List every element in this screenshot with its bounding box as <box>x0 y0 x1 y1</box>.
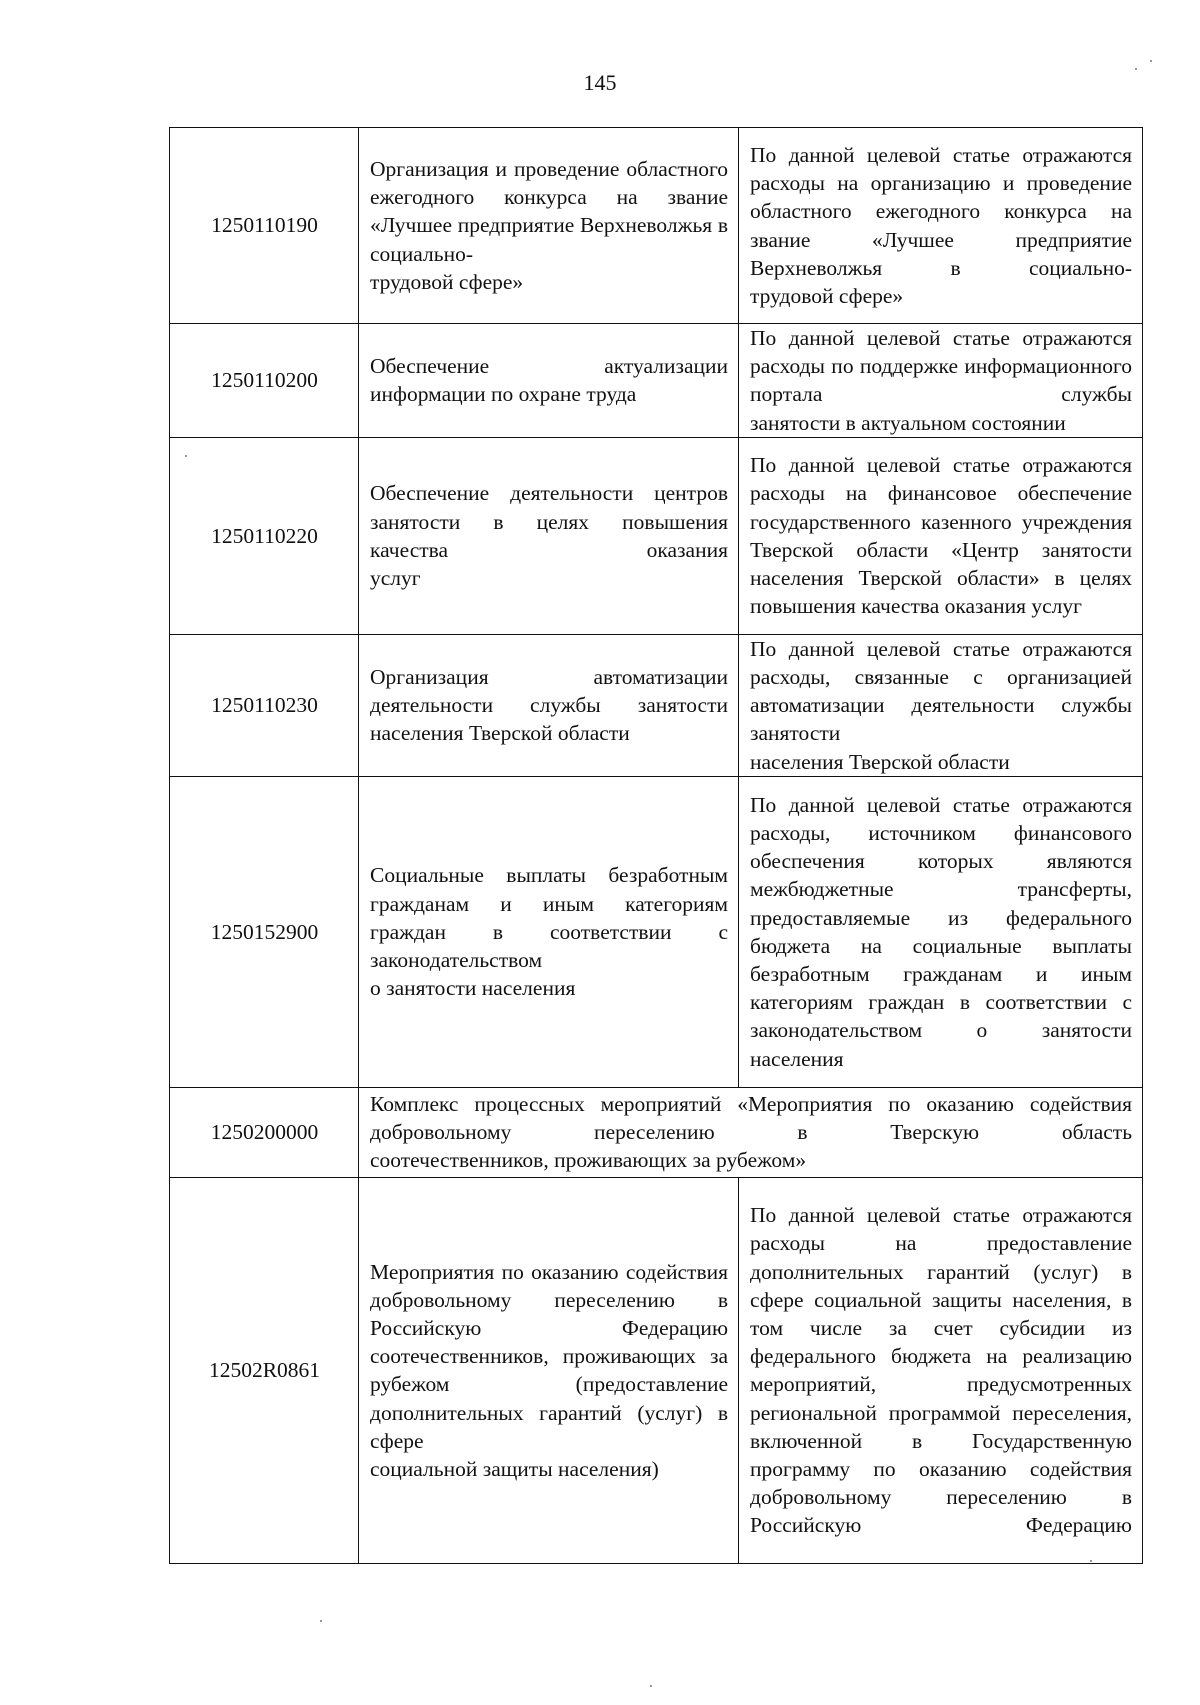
target-article-code: 1250110190 <box>170 128 359 324</box>
page-number: 145 <box>583 70 617 95</box>
process-complex-title: Комплекс процессных мероприятий «Мероприятия по оказанию содействия добровольному переселению в Тверскую область соотечественников, проживающих за рубежом» <box>359 1087 1143 1177</box>
target-article-description: По данной целевой статье отражаются расходы на организацию и проведение областного ежегодного конкурса на звание «Лучшее предприятие Верхневолжья в социально- трудовой сфере» <box>739 128 1143 324</box>
table-row <box>170 437 1143 634</box>
table-row <box>170 776 1143 1087</box>
table-row <box>170 128 1143 324</box>
table-row <box>170 1087 1143 1177</box>
table-row <box>170 1177 1143 1563</box>
target-article-description: По данной целевой статье отражаются расходы на предоставление дополнительных гарантий (услуг) в сфере социальной защиты населения, в том числе за счет субсидии из федерального бюджета на реализацию мероприятий, предусмотренных региональной программой переселения, включенной в Государственную программу по оказанию содействия добровольному переселению в Российскую Федерацию <box>739 1177 1143 1563</box>
target-article-name: Организация автоматизации деятельности службы занятости населения Тверской области <box>359 634 739 776</box>
target-article-code: 12502R0861 <box>170 1177 359 1563</box>
scan-speck <box>1150 60 1152 62</box>
target-article-code: 1250110230 <box>170 634 359 776</box>
scan-speck <box>650 1685 652 1687</box>
target-article-description: По данной целевой статье отражаются расходы, источником финансового обеспечения которых являются межбюджетные трансферты, предоставляемые из федерального бюджета на социальные выплаты безработным гражданам и иным категориям граждан в соответствии с законодательством о занятости населения <box>739 776 1143 1087</box>
scan-speck <box>1135 68 1137 70</box>
budget-classification-table <box>169 127 1143 1564</box>
target-article-name: Социальные выплаты безработным гражданам и иным категориям граждан в соответствии с законодательством о занятости населения <box>359 776 739 1087</box>
target-article-name: Обеспечение актуализации информации по охране труда <box>359 324 739 438</box>
target-article-name: Обеспечение деятельности центров занятости в целях повышения качества оказания услуг <box>359 437 739 634</box>
target-article-code: 1250152900 <box>170 776 359 1087</box>
target-article-description: По данной целевой статье отражаются расходы на финансовое обеспечение государственного казенного учреждения Тверской области «Центр занятости населения Тверской области» в целях повышения качества оказания услуг <box>739 437 1143 634</box>
target-article-code: 1250110200 <box>170 324 359 438</box>
target-article-description: По данной целевой статье отражаются расходы по поддержке информационного портала службы занятости в актуальном состоянии <box>739 324 1143 438</box>
target-article-code: 1250200000 <box>170 1087 359 1177</box>
target-article-name: Мероприятия по оказанию содействия добровольному переселению в Российскую Федерацию соотечественников, проживающих за рубежом (предоставление дополнительных гарантий (услуг) в сфере социальной защиты населения) <box>359 1177 739 1563</box>
scan-speck <box>185 455 187 457</box>
table-row <box>170 324 1143 438</box>
scan-speck <box>1090 1560 1092 1562</box>
scan-speck <box>320 1620 322 1622</box>
table-row <box>170 634 1143 776</box>
target-article-name: Организация и проведение областного ежегодного конкурса на звание «Лучшее предприятие Верхневолжья в социально- трудовой сфере» <box>359 128 739 324</box>
target-article-code: 1250110220 <box>170 437 359 634</box>
target-article-description: По данной целевой статье отражаются расходы, связанные с организацией автоматизации деятельности службы занятости населения Тверской области <box>739 634 1143 776</box>
